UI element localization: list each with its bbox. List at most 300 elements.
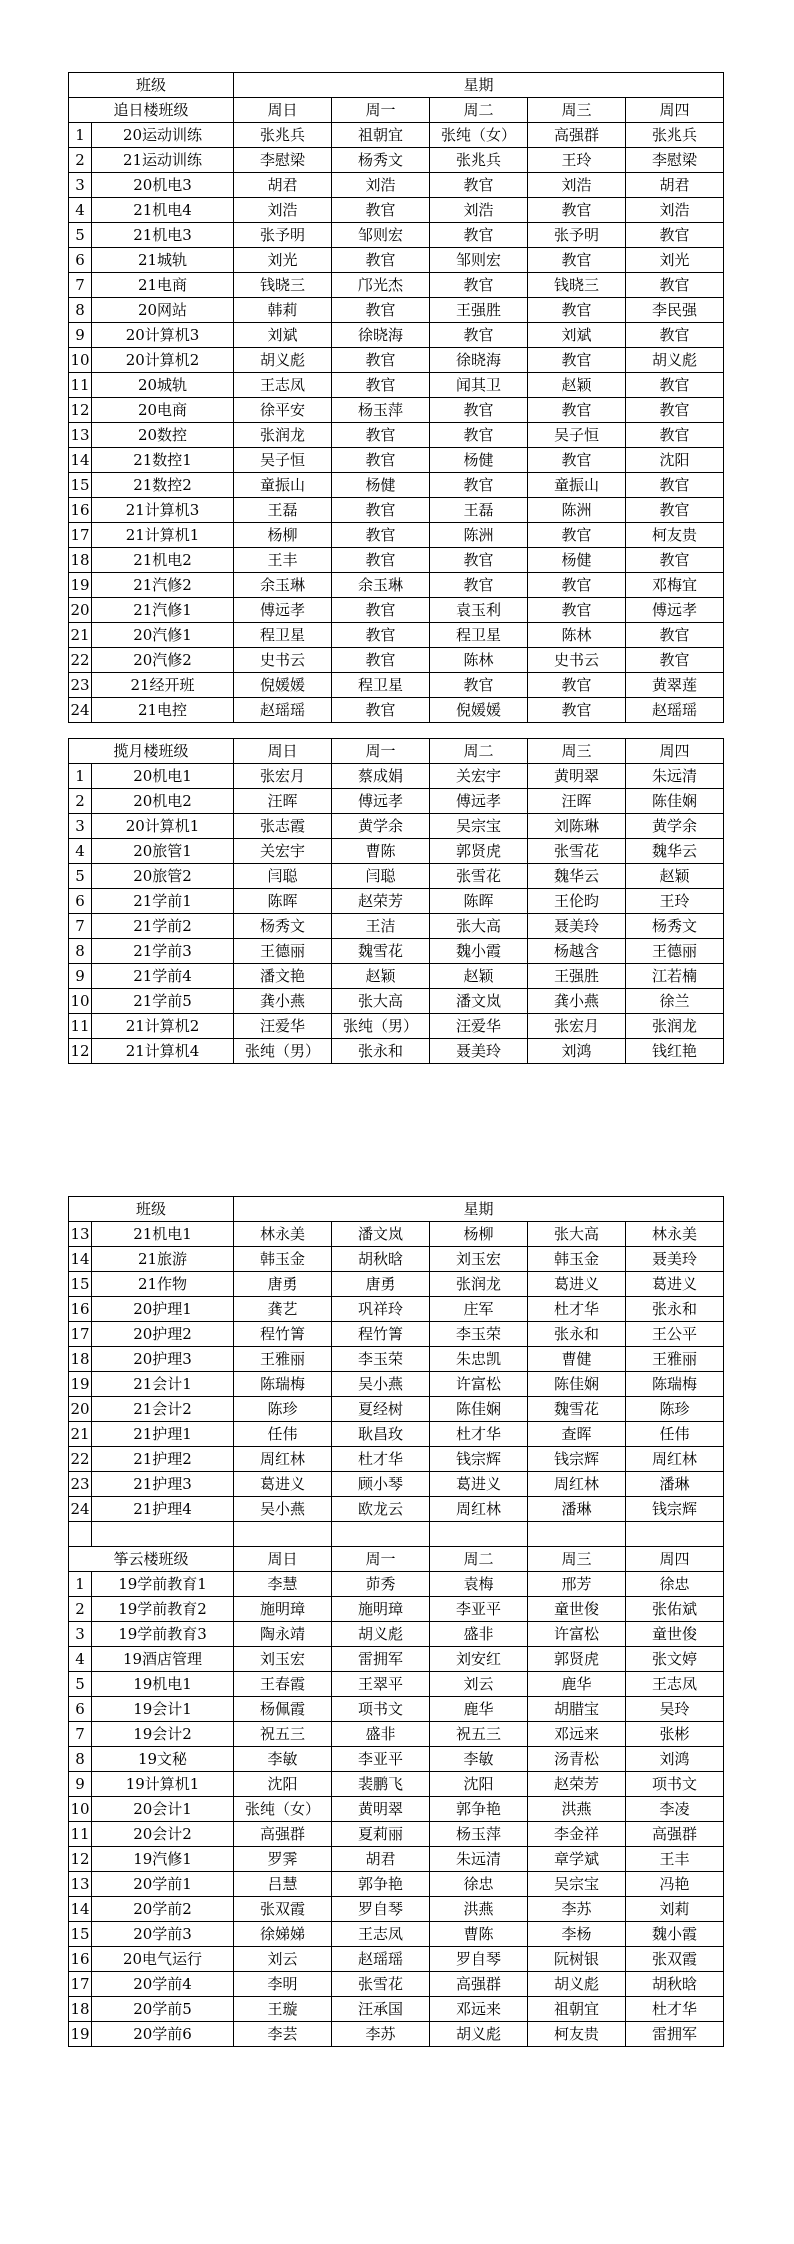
cell-thursday: 赵颖 [626, 864, 724, 889]
cell-tuesday: 沈阳 [430, 1772, 528, 1797]
cell-wednesday: 许富松 [528, 1622, 626, 1647]
cell-wednesday: 教官 [528, 598, 626, 623]
cell-sunday: 施明璋 [234, 1597, 332, 1622]
cell-monday: 教官 [332, 623, 430, 648]
cell-monday: 教官 [332, 448, 430, 473]
blank-cell [430, 1522, 528, 1547]
table-row [69, 1422, 724, 1447]
table-row [69, 764, 724, 789]
class-name: 21旅游 [92, 1247, 234, 1272]
cell-tuesday: 刘玉宏 [430, 1247, 528, 1272]
cell-wednesday: 查晖 [528, 1422, 626, 1447]
table-row [69, 1039, 724, 1064]
table-row [69, 1347, 724, 1372]
class-name: 21汽修2 [92, 573, 234, 598]
cell-sunday: 杨佩霞 [234, 1697, 332, 1722]
class-name: 21会计1 [92, 1372, 234, 1397]
cell-monday: 张大高 [332, 989, 430, 1014]
cell-sunday: 潘文艳 [234, 964, 332, 989]
cell-sunday: 龚小燕 [234, 989, 332, 1014]
row-number: 17 [69, 1322, 92, 1347]
class-name: 20网站 [92, 298, 234, 323]
cell-wednesday: 教官 [528, 348, 626, 373]
cell-tuesday: 曹陈 [430, 1922, 528, 1947]
cell-thursday: 张兆兵 [626, 123, 724, 148]
cell-wednesday: 教官 [528, 673, 626, 698]
cell-wednesday: 汪晖 [528, 789, 626, 814]
building-label: 揽月楼班级 [69, 739, 234, 764]
cell-sunday: 王雅丽 [234, 1347, 332, 1372]
cell-monday: 魏雪花 [332, 939, 430, 964]
class-name: 21学前5 [92, 989, 234, 1014]
class-name: 21会计2 [92, 1397, 234, 1422]
class-name: 20机电1 [92, 764, 234, 789]
cell-tuesday: 教官 [430, 323, 528, 348]
cell-sunday: 陶永靖 [234, 1622, 332, 1647]
cell-tuesday: 刘安红 [430, 1647, 528, 1672]
cell-tuesday: 王强胜 [430, 298, 528, 323]
cell-wednesday: 阮树银 [528, 1947, 626, 1972]
cell-thursday: 魏小霞 [626, 1922, 724, 1947]
cell-sunday: 张兆兵 [234, 123, 332, 148]
table-row [69, 598, 724, 623]
table-row [69, 1297, 724, 1322]
cell-monday: 傅远孝 [332, 789, 430, 814]
days-row [69, 1547, 724, 1572]
cell-tuesday: 教官 [430, 673, 528, 698]
cell-monday: 杜才华 [332, 1447, 430, 1472]
cell-monday: 汪承国 [332, 1997, 430, 2022]
row-number: 17 [69, 523, 92, 548]
header-row [69, 73, 724, 98]
cell-wednesday: 刘陈琳 [528, 814, 626, 839]
table-row [69, 1822, 724, 1847]
row-number: 23 [69, 1472, 92, 1497]
row-number: 16 [69, 1297, 92, 1322]
cell-monday: 罗自琴 [332, 1897, 430, 1922]
cell-thursday: 李民强 [626, 298, 724, 323]
cell-sunday: 吴子恒 [234, 448, 332, 473]
cell-thursday: 王德丽 [626, 939, 724, 964]
cell-tuesday: 刘浩 [430, 198, 528, 223]
table-row [69, 548, 724, 573]
class-name: 20机电3 [92, 173, 234, 198]
day-header: 周日 [234, 739, 332, 764]
cell-thursday: 教官 [626, 223, 724, 248]
cell-tuesday: 陈林 [430, 648, 528, 673]
day-header: 周二 [430, 1547, 528, 1572]
cell-tuesday: 李敏 [430, 1747, 528, 1772]
cell-sunday: 胡义彪 [234, 348, 332, 373]
cell-monday: 曹陈 [332, 839, 430, 864]
cell-sunday: 林永美 [234, 1222, 332, 1247]
cell-thursday: 教官 [626, 273, 724, 298]
cell-monday: 茆秀 [332, 1572, 430, 1597]
class-name: 21计算机4 [92, 1039, 234, 1064]
cell-tuesday: 张纯（女） [430, 123, 528, 148]
cell-monday: 黄学余 [332, 814, 430, 839]
cell-sunday: 汪爱华 [234, 1014, 332, 1039]
class-name: 20数控 [92, 423, 234, 448]
row-number: 6 [69, 1697, 92, 1722]
cell-tuesday: 倪媛媛 [430, 698, 528, 723]
cell-wednesday: 曹健 [528, 1347, 626, 1372]
cell-wednesday: 李金祥 [528, 1822, 626, 1847]
class-name: 21机电3 [92, 223, 234, 248]
row-number: 11 [69, 1014, 92, 1039]
day-header: 周一 [332, 739, 430, 764]
table-row [69, 914, 724, 939]
cell-monday: 蔡成娟 [332, 764, 430, 789]
table-row [69, 1847, 724, 1872]
cell-thursday: 高强群 [626, 1822, 724, 1847]
cell-wednesday: 杜才华 [528, 1297, 626, 1322]
class-name: 21城轨 [92, 248, 234, 273]
class-name: 21护理3 [92, 1472, 234, 1497]
table-row [69, 1947, 724, 1972]
cell-sunday: 祝五三 [234, 1722, 332, 1747]
cell-sunday: 张双霞 [234, 1897, 332, 1922]
cell-thursday: 教官 [626, 548, 724, 573]
table-row [69, 123, 724, 148]
cell-sunday: 关宏宇 [234, 839, 332, 864]
cell-monday: 黄明翠 [332, 1797, 430, 1822]
cell-thursday: 胡义彪 [626, 348, 724, 373]
cell-tuesday: 袁玉利 [430, 598, 528, 623]
cell-thursday: 李凌 [626, 1797, 724, 1822]
cell-tuesday: 杨柳 [430, 1222, 528, 1247]
cell-tuesday: 洪燕 [430, 1897, 528, 1922]
cell-thursday: 教官 [626, 498, 724, 523]
table-row [69, 1897, 724, 1922]
cell-sunday: 王璇 [234, 1997, 332, 2022]
cell-wednesday: 教官 [528, 198, 626, 223]
cell-monday: 教官 [332, 548, 430, 573]
row-number: 14 [69, 1897, 92, 1922]
cell-tuesday: 教官 [430, 173, 528, 198]
cell-thursday: 刘光 [626, 248, 724, 273]
table-body [69, 739, 724, 1064]
cell-monday: 胡秋晗 [332, 1247, 430, 1272]
row-number: 9 [69, 964, 92, 989]
cell-tuesday: 傅远孝 [430, 789, 528, 814]
cell-tuesday: 程卫星 [430, 623, 528, 648]
row-number: 5 [69, 864, 92, 889]
cell-tuesday: 关宏宇 [430, 764, 528, 789]
class-name: 21汽修1 [92, 598, 234, 623]
header-row [69, 1197, 724, 1222]
cell-monday: 夏经树 [332, 1397, 430, 1422]
day-header: 周四 [626, 98, 724, 123]
class-name: 20电商 [92, 398, 234, 423]
cell-tuesday: 张雪花 [430, 864, 528, 889]
cell-thursday: 陈瑞梅 [626, 1372, 724, 1397]
cell-thursday: 刘莉 [626, 1897, 724, 1922]
cell-tuesday: 赵颖 [430, 964, 528, 989]
cell-thursday: 张彬 [626, 1722, 724, 1747]
cell-thursday: 胡秋晗 [626, 1972, 724, 1997]
class-name: 20学前3 [92, 1922, 234, 1947]
cell-wednesday: 聂美玲 [528, 914, 626, 939]
cell-wednesday: 教官 [528, 298, 626, 323]
cell-sunday: 童振山 [234, 473, 332, 498]
cell-wednesday: 杨越含 [528, 939, 626, 964]
blank-cell [626, 1522, 724, 1547]
cell-thursday: 王雅丽 [626, 1347, 724, 1372]
table-row [69, 1872, 724, 1897]
table-row [69, 1447, 724, 1472]
cell-sunday: 王志凤 [234, 373, 332, 398]
row-number: 19 [69, 2022, 92, 2047]
cell-monday: 王志凤 [332, 1922, 430, 1947]
table-row [69, 1797, 724, 1822]
cell-monday: 赵颖 [332, 964, 430, 989]
cell-tuesday: 教官 [430, 273, 528, 298]
class-name: 21数控1 [92, 448, 234, 473]
class-name: 20运动训练 [92, 123, 234, 148]
table-row [69, 964, 724, 989]
cell-wednesday: 教官 [528, 523, 626, 548]
cell-thursday: 黄翠莲 [626, 673, 724, 698]
table-row [69, 523, 724, 548]
blank-cell [69, 1522, 92, 1547]
table-row [69, 373, 724, 398]
table-row [69, 148, 724, 173]
cell-thursday: 项书文 [626, 1772, 724, 1797]
schedule-table-zhuiri [68, 72, 724, 723]
table-row [69, 223, 724, 248]
cell-wednesday: 张永和 [528, 1322, 626, 1347]
cell-wednesday: 郭贤虎 [528, 1647, 626, 1672]
cell-sunday: 李慰梁 [234, 148, 332, 173]
cell-tuesday: 葛进义 [430, 1472, 528, 1497]
cell-thursday: 林永美 [626, 1222, 724, 1247]
cell-wednesday: 汤青松 [528, 1747, 626, 1772]
cell-monday: 张永和 [332, 1039, 430, 1064]
cell-thursday: 吴玲 [626, 1697, 724, 1722]
row-number: 12 [69, 1039, 92, 1064]
table-row [69, 989, 724, 1014]
class-name: 20学前1 [92, 1872, 234, 1897]
row-number: 1 [69, 764, 92, 789]
cell-thursday: 王公平 [626, 1322, 724, 1347]
class-name: 20会计2 [92, 1822, 234, 1847]
class-name: 21计算机2 [92, 1014, 234, 1039]
table-row [69, 1747, 724, 1772]
table-body [69, 73, 724, 723]
cell-thursday: 黄学余 [626, 814, 724, 839]
table-row [69, 1572, 724, 1597]
class-name: 20计算机3 [92, 323, 234, 348]
class-name: 19学前教育2 [92, 1597, 234, 1622]
cell-tuesday: 教官 [430, 548, 528, 573]
table-row [69, 323, 724, 348]
cell-wednesday: 韩玉金 [528, 1247, 626, 1272]
cell-thursday: 任伟 [626, 1422, 724, 1447]
cell-tuesday: 周红林 [430, 1497, 528, 1522]
table-row [69, 889, 724, 914]
cell-wednesday: 刘鸿 [528, 1039, 626, 1064]
cell-monday: 杨秀文 [332, 148, 430, 173]
cell-sunday: 刘云 [234, 1947, 332, 1972]
row-number: 7 [69, 914, 92, 939]
class-name: 20汽修2 [92, 648, 234, 673]
class-name: 21数控2 [92, 473, 234, 498]
row-number: 24 [69, 698, 92, 723]
class-name: 21作物 [92, 1272, 234, 1297]
class-name: 21护理4 [92, 1497, 234, 1522]
blank-cell [528, 1522, 626, 1547]
class-name: 21计算机1 [92, 523, 234, 548]
cell-sunday: 龚艺 [234, 1297, 332, 1322]
table-row [69, 1622, 724, 1647]
cell-tuesday: 朱远清 [430, 1847, 528, 1872]
class-name: 20机电2 [92, 789, 234, 814]
cell-wednesday: 张雪花 [528, 839, 626, 864]
cell-thursday: 王玲 [626, 889, 724, 914]
class-name: 19机电1 [92, 1672, 234, 1697]
table-body [69, 1197, 724, 2047]
class-name: 20旅管2 [92, 864, 234, 889]
table-row [69, 1647, 724, 1672]
cell-tuesday: 教官 [430, 423, 528, 448]
day-header: 周三 [528, 1547, 626, 1572]
cell-tuesday: 潘文岚 [430, 989, 528, 1014]
table-row [69, 273, 724, 298]
cell-sunday: 汪晖 [234, 789, 332, 814]
cell-tuesday: 刘云 [430, 1672, 528, 1697]
table-row [69, 1272, 724, 1297]
table-row [69, 789, 724, 814]
cell-thursday: 沈阳 [626, 448, 724, 473]
cell-thursday: 张佑斌 [626, 1597, 724, 1622]
class-header: 班级 [69, 1197, 234, 1222]
class-name: 21电控 [92, 698, 234, 723]
cell-wednesday: 邢芳 [528, 1572, 626, 1597]
cell-tuesday: 李亚平 [430, 1597, 528, 1622]
cell-thursday: 魏华云 [626, 839, 724, 864]
class-name: 20学前4 [92, 1972, 234, 1997]
cell-thursday: 赵瑶瑶 [626, 698, 724, 723]
cell-thursday: 周红林 [626, 1447, 724, 1472]
cell-monday: 教官 [332, 698, 430, 723]
cell-sunday: 张纯（女） [234, 1797, 332, 1822]
blank-row [69, 1522, 724, 1547]
class-name: 19会计1 [92, 1697, 234, 1722]
cell-tuesday: 盛非 [430, 1622, 528, 1647]
cell-tuesday: 张润龙 [430, 1272, 528, 1297]
class-name: 19汽修1 [92, 1847, 234, 1872]
cell-thursday: 教官 [626, 373, 724, 398]
cell-sunday: 张润龙 [234, 423, 332, 448]
table-row [69, 1597, 724, 1622]
cell-monday: 张纯（男） [332, 1014, 430, 1039]
cell-sunday: 陈瑞梅 [234, 1372, 332, 1397]
cell-tuesday: 郭贤虎 [430, 839, 528, 864]
table-row [69, 198, 724, 223]
cell-sunday: 王丰 [234, 548, 332, 573]
cell-thursday: 朱远清 [626, 764, 724, 789]
cell-sunday: 余玉琳 [234, 573, 332, 598]
cell-wednesday: 陈佳娴 [528, 1372, 626, 1397]
cell-wednesday: 刘斌 [528, 323, 626, 348]
row-number: 3 [69, 173, 92, 198]
row-number: 14 [69, 1247, 92, 1272]
cell-thursday: 江若楠 [626, 964, 724, 989]
class-name: 19会计2 [92, 1722, 234, 1747]
cell-tuesday: 李玉荣 [430, 1322, 528, 1347]
cell-sunday: 周红林 [234, 1447, 332, 1472]
day-header: 周三 [528, 98, 626, 123]
class-name: 20护理1 [92, 1297, 234, 1322]
class-name: 21机电1 [92, 1222, 234, 1247]
row-number: 15 [69, 1272, 92, 1297]
cell-monday: 胡君 [332, 1847, 430, 1872]
cell-sunday: 张予明 [234, 223, 332, 248]
cell-wednesday: 教官 [528, 248, 626, 273]
table-row [69, 1372, 724, 1397]
table-row [69, 448, 724, 473]
row-number: 3 [69, 1622, 92, 1647]
row-number: 4 [69, 839, 92, 864]
cell-sunday: 史书云 [234, 648, 332, 673]
cell-sunday: 张宏月 [234, 764, 332, 789]
table-row [69, 698, 724, 723]
cell-monday: 顾小琴 [332, 1472, 430, 1497]
cell-tuesday: 高强群 [430, 1972, 528, 1997]
row-number: 5 [69, 223, 92, 248]
cell-wednesday: 黄明翠 [528, 764, 626, 789]
class-name: 21学前1 [92, 889, 234, 914]
blank-cell [234, 1522, 332, 1547]
cell-sunday: 沈阳 [234, 1772, 332, 1797]
class-name: 20旅管1 [92, 839, 234, 864]
schedule-table-lanyue [68, 738, 724, 1064]
cell-tuesday: 杨健 [430, 448, 528, 473]
row-number: 8 [69, 298, 92, 323]
cell-wednesday: 张宏月 [528, 1014, 626, 1039]
row-number: 22 [69, 1447, 92, 1472]
building-label: 筝云楼班级 [69, 1547, 234, 1572]
cell-wednesday: 钱宗辉 [528, 1447, 626, 1472]
row-number: 19 [69, 573, 92, 598]
cell-wednesday: 洪燕 [528, 1797, 626, 1822]
day-header: 周一 [332, 1547, 430, 1572]
cell-wednesday: 王玲 [528, 148, 626, 173]
row-number: 11 [69, 1822, 92, 1847]
cell-sunday: 李明 [234, 1972, 332, 1997]
row-number: 4 [69, 1647, 92, 1672]
cell-wednesday: 史书云 [528, 648, 626, 673]
row-number: 9 [69, 323, 92, 348]
table-row [69, 1722, 724, 1747]
cell-thursday: 雷拥军 [626, 2022, 724, 2047]
cell-sunday: 杨柳 [234, 523, 332, 548]
row-number: 10 [69, 989, 92, 1014]
cell-monday: 赵荣芳 [332, 889, 430, 914]
row-number: 18 [69, 1997, 92, 2022]
cell-monday: 邝光杰 [332, 273, 430, 298]
cell-sunday: 罗霁 [234, 1847, 332, 1872]
cell-sunday: 刘斌 [234, 323, 332, 348]
cell-wednesday: 赵颖 [528, 373, 626, 398]
cell-sunday: 刘浩 [234, 198, 332, 223]
row-number: 13 [69, 1222, 92, 1247]
class-name: 21学前2 [92, 914, 234, 939]
cell-sunday: 赵瑶瑶 [234, 698, 332, 723]
class-name: 21学前3 [92, 939, 234, 964]
cell-monday: 教官 [332, 198, 430, 223]
